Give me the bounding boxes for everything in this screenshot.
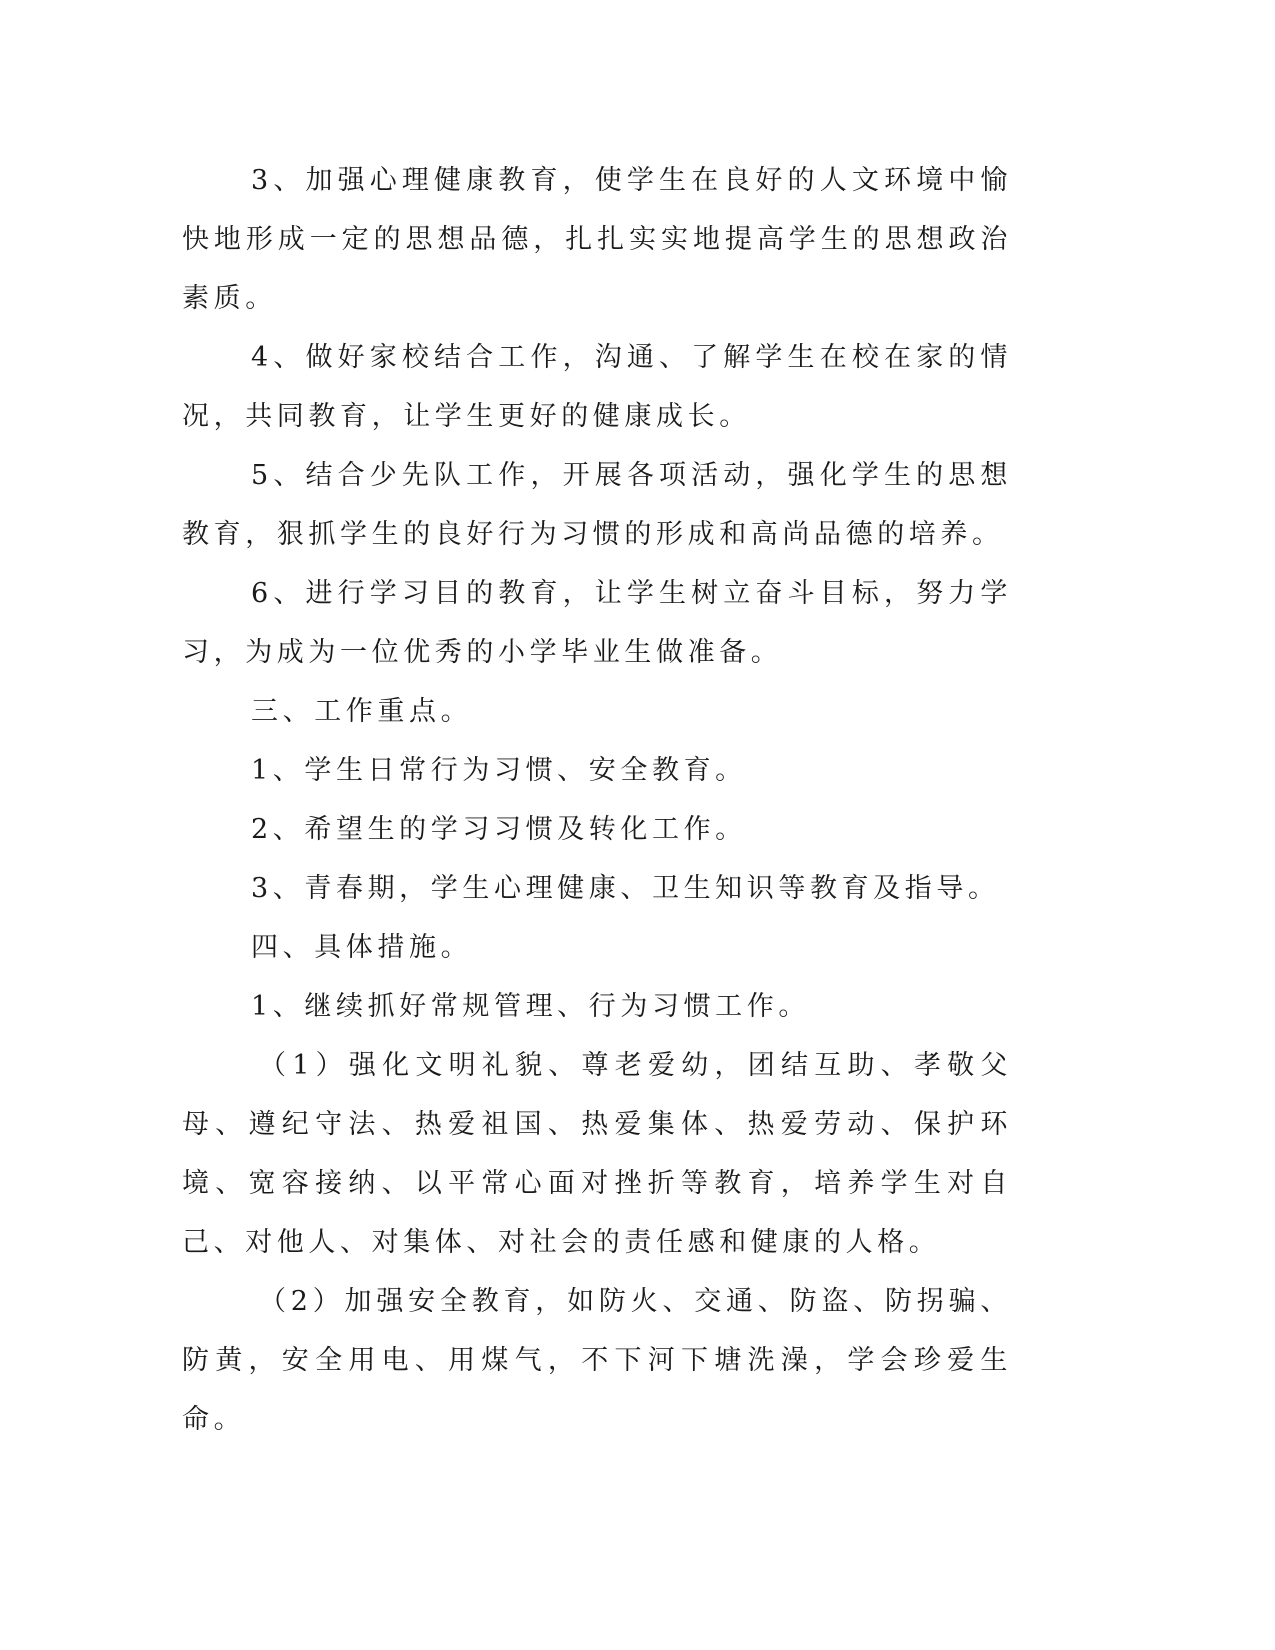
paragraph-goal-4: 4、做好家校结合工作，沟通、了解学生在校在家的情况，共同教育，让学生更好的健康成长。 xyxy=(182,342,1012,432)
section-heading-measures: 四、具体措施。 xyxy=(251,932,473,963)
paragraph-focus-2: 2、希望生的学习习惯及转化工作。 xyxy=(251,814,747,845)
document-page xyxy=(182,151,1012,1449)
paragraph-measure-1-1: （1）强化文明礼貌、尊老爱幼，团结互助、孝敬父母、遵纪守法、热爱祖国、热爱集体、热爱劳动、保护环境、宽容接纳、以平常心面对挫折等教育，培养学生对自己、对他人、对集体、对社会的责任感和健康的人格。 xyxy=(182,1050,1012,1258)
paragraph-focus-1: 1、学生日常行为习惯、安全教育。 xyxy=(251,755,747,786)
paragraph-measure-1: 1、继续抓好常规管理、行为习惯工作。 xyxy=(251,991,810,1022)
paragraph-measure-1-2: （2）加强安全教育，如防火、交通、防盗、防拐骗、防黄，安全用电、用煤气，不下河下塘洗澡，学会珍爱生命。 xyxy=(182,1286,1012,1435)
paragraph-goal-6: 6、进行学习目的教育，让学生树立奋斗目标，努力学习，为成为一位优秀的小学毕业生做准备。 xyxy=(182,578,1012,668)
paragraph-goal-3: 3、加强心理健康教育，使学生在良好的人文环境中愉快地形成一定的思想品德，扎扎实实地提高学生的思想政治素质。 xyxy=(182,165,1012,314)
section-heading-work-focus: 三、工作重点。 xyxy=(251,696,473,727)
paragraph-goal-5: 5、结合少先队工作，开展各项活动，强化学生的思想教育，狠抓学生的良好行为习惯的形成和高尚品德的培养。 xyxy=(182,460,1012,550)
paragraph-focus-3: 3、青春期，学生心理健康、卫生知识等教育及指导。 xyxy=(251,873,1000,904)
